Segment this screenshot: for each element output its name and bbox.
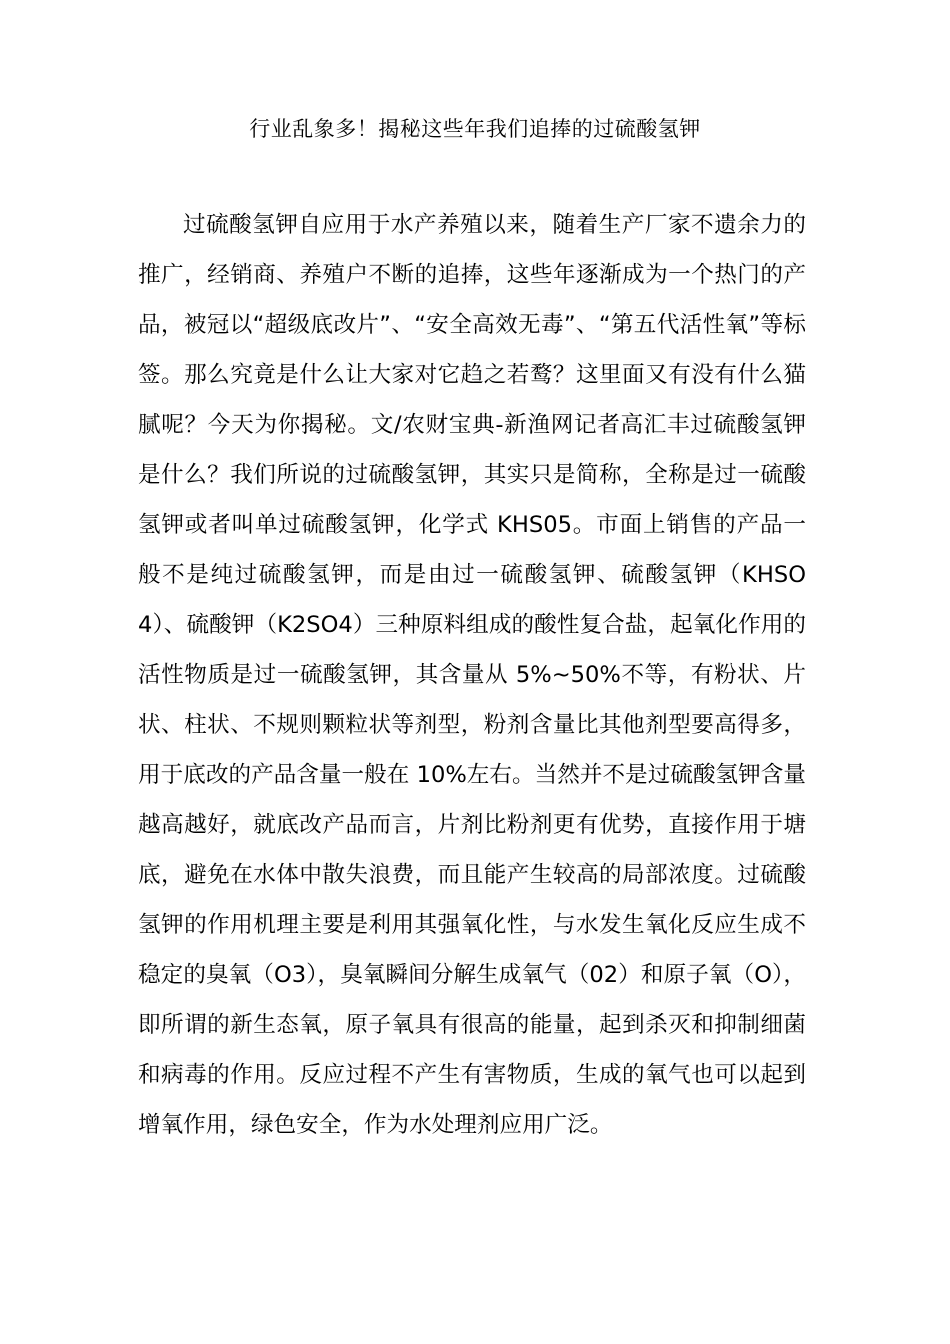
document-title: 行业乱象多！揭秘这些年我们追捧的过硫酸氢钾 <box>249 117 701 141</box>
document-body-paragraph: 过硫酸氢钾自应用于水产养殖以来，随着生产厂家不遗余力的推广，经销商、养殖户不断的追捧，这些年逐渐成为一个热门的产品，被冠以“超级底改片”、“安全高效无毒”、“第五代活性氧”等标签。那么究竟是什么让大家对它趋之若鹜？这里面又有没有什么猫腻呢？今天为你揭秘。文/农财宝典-新渔网记者高汇丰过硫酸氢钾是什么？我们所说的过硫酸氢钾，其实只是简称，全称是过一硫酸氢钾或者叫单过硫酸氢钾，化学式 KHS05。市面上销售的产品一般不是纯过硫酸氢钾，而是由过一硫酸氢钾、硫酸氢钾（KHSO4）、硫酸钾（K2SO4）三种原料组成的酸性复合盐，起氧化作用的活性物质是过一硫酸氢钾，其含量从 5%~50%不等，有粉状、片状、柱状、不规则颗粒状等剂型，粉剂含量比其他剂型要高得多，用于底改的产品含量一般在 10%左右。当然并不是过硫酸氢钾含量越高越好，就底改产品而言，片剂比粉剂更有优势，直接作用于塘底，避免在水体中散失浪费，而且能产生较高的局部浓度。过硫酸氢钾的作用机理主要是利用其强氧化性，与水发生氧化反应生成不稳定的臭氧（O3），臭氧瞬间分解生成氧气（02）和原子氧（O），即所谓的新生态氧，原子氧具有很高的能量，起到杀灭和抑制细菌和病毒的作用。反应过程不产生有害物质，生成的氧气也可以起到增氧作用，绿色安全，作为水处理剂应用广泛。 <box>138 212 806 1138</box>
